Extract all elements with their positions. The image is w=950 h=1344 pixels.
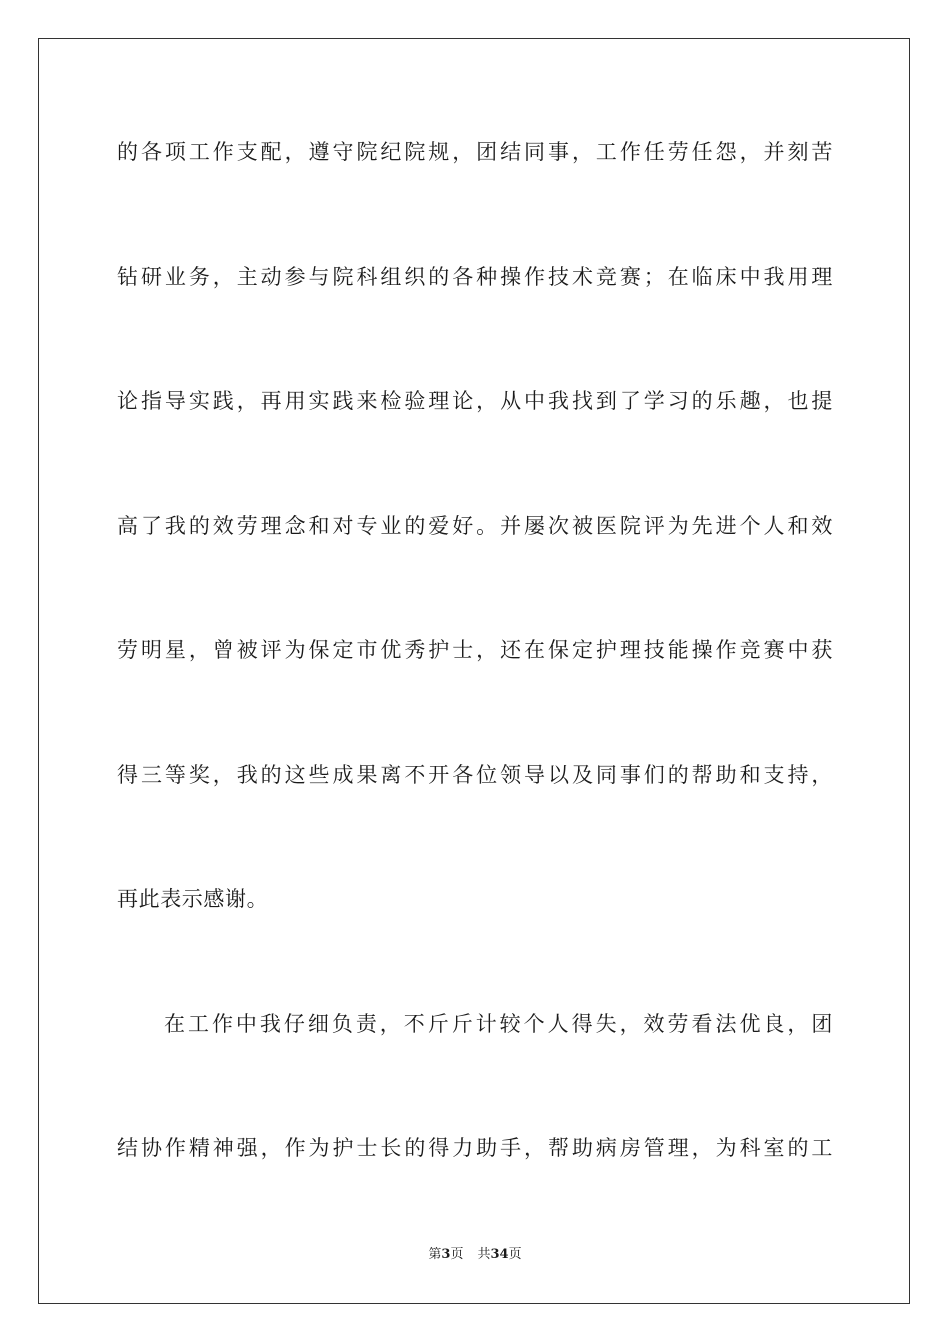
paragraph-line-7: 再此表示感谢。: [117, 887, 269, 911]
paragraph-line-3: 论指导实践，再用实践来检验理论，从中我找到了学习的乐趣，也提: [117, 389, 833, 413]
page-prefix: 第: [428, 1247, 442, 1262]
paragraph-line-1: 的各项工作支配，遵守院纪院规，团结同事，工作任劳任怨，并刻苦: [117, 140, 833, 164]
total-suffix: 页: [508, 1247, 522, 1262]
total-pages: 34: [490, 1247, 509, 1262]
paragraph-line-2: 钻研业务，主动参与院科组织的各种操作技术竞赛；在临床中我用理: [117, 265, 833, 289]
paragraph-line-6: 得三等奖，我的这些成果离不开各位领导以及同事们的帮助和支持，: [117, 763, 833, 787]
paragraph-line-5: 劳明星，曾被评为保定市优秀护士，还在保定护理技能操作竞赛中获: [117, 638, 833, 662]
paragraph-2-line-2: 结协作精神强，作为护士长的得力助手，帮助病房管理，为科室的工: [117, 1136, 833, 1160]
paragraph-line-4: 高了我的效劳理念和对专业的爱好。并屡次被医院评为先进个人和效: [117, 514, 833, 538]
paragraph-2-line-1: 在工作中我仔细负责，不斤斤计较个人得失，效劳看法优良，团: [164, 1012, 833, 1036]
total-prefix: 共: [477, 1247, 491, 1262]
page-suffix: 页: [450, 1247, 464, 1262]
page-border: [38, 38, 910, 1304]
page-number: 3: [441, 1247, 451, 1262]
page-footer: [0, 1246, 950, 1264]
